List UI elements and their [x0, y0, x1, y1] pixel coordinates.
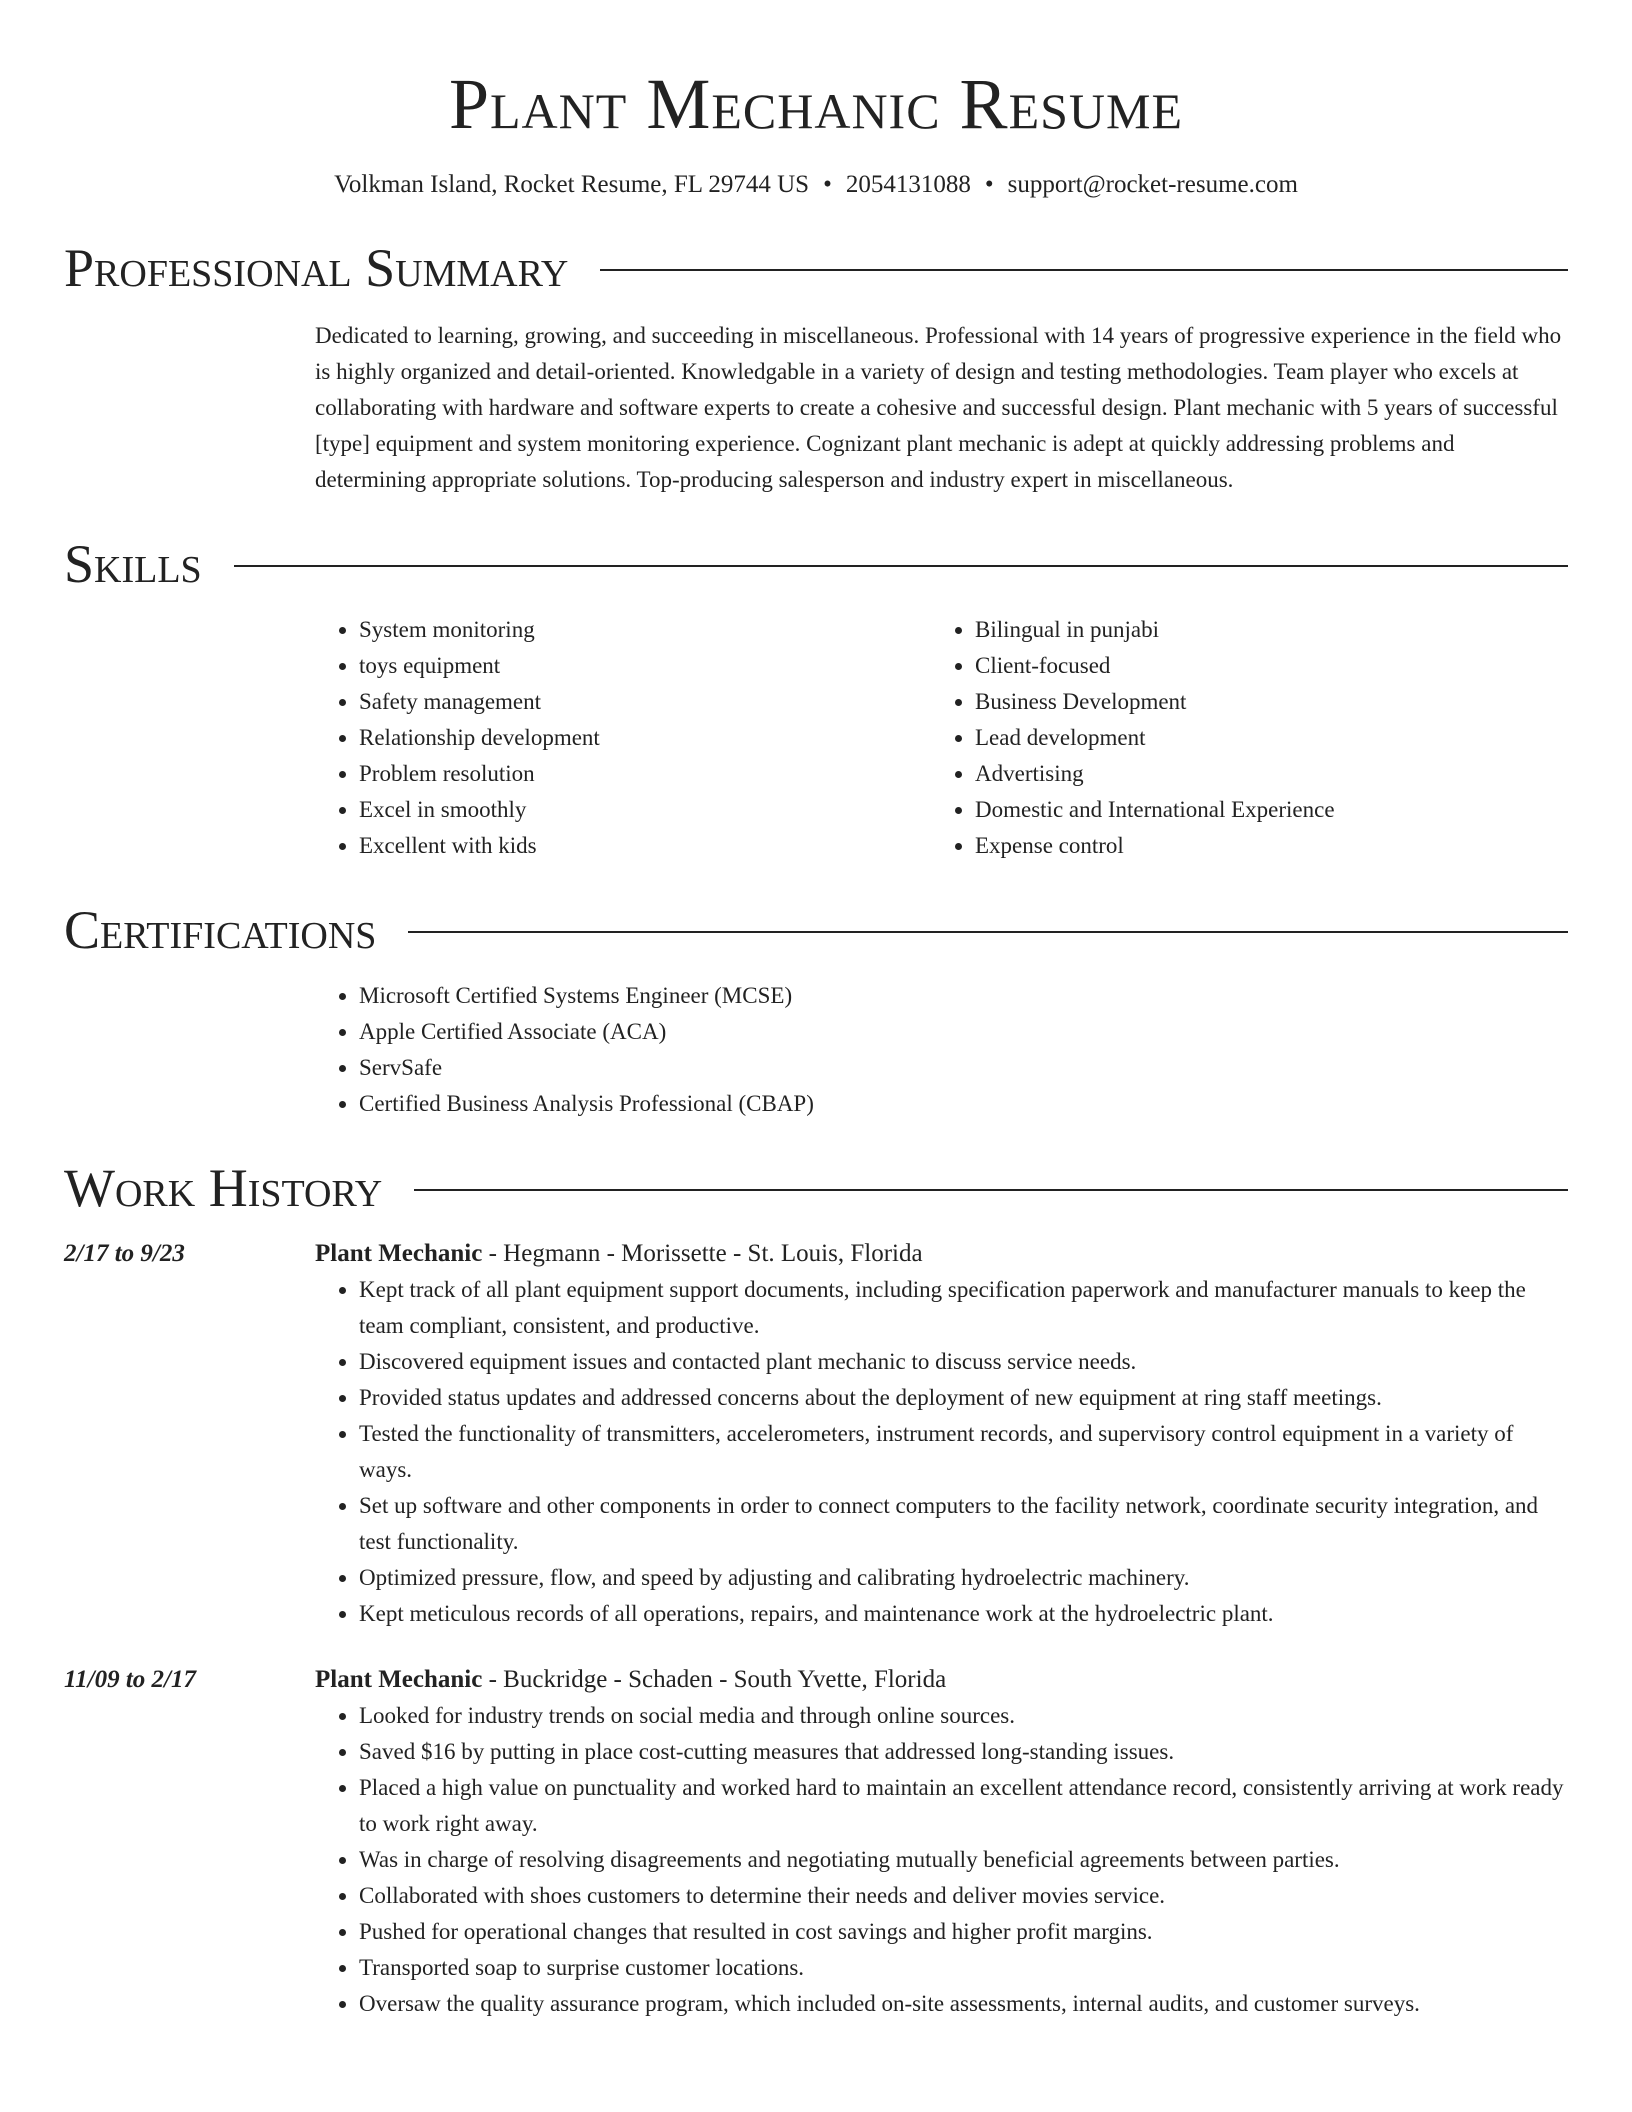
job-main — [315, 1236, 1568, 1632]
skill-item: • System monitoring — [359, 612, 931, 648]
summary-section-header — [64, 236, 1568, 300]
skills-section-title: Skills — [64, 534, 202, 594]
contact-line — [64, 168, 1568, 202]
skill-item: • Excellent with kids — [359, 828, 931, 864]
job-title: Plant Mechanic — [315, 1240, 483, 1267]
job-bullet: • Optimized pressure, flow, and speed by adjusting and calibrating hydroelectric machinery. — [359, 1560, 1568, 1596]
job-title-line — [315, 1662, 1568, 1698]
summary-text: Dedicated to learning, growing, and succeeding in miscellaneous. Professional with 14 years of progressive experience in the field who is highly organized and detail-oriented. Knowledgable in a variety of design and testing methodologies. Team player who excels at collaborating with hardware and software experts to create a cohesive and successful design. Plant mechanic with 5 years of successful [type] equipment and system monitoring experience. Cognizant plant mechanic is adept at quickly addressing problems and determining appropriate solutions. Top-producing salesperson and industry expert in miscellaneous. — [315, 323, 1562, 492]
skill-item: • Client-focused — [975, 648, 1547, 684]
skill-item: • toys equipment — [359, 648, 931, 684]
section-divider — [414, 1189, 1568, 1191]
section-divider — [234, 565, 1568, 567]
skills-section-header — [64, 532, 1568, 596]
job-bullet: • Kept track of all plant equipment support documents, including specification paperwork and manufacturer manuals to keep the team compliant, consistent, and productive. — [359, 1272, 1568, 1344]
certifications-section-header — [64, 898, 1568, 962]
certification-item: • ServSafe — [359, 1050, 1568, 1086]
skill-item: • Bilingual in punjabi — [975, 612, 1547, 648]
certification-item: • Microsoft Certified Systems Engineer (MCSE) — [359, 978, 1568, 1014]
job-title: Plant Mechanic — [315, 1666, 483, 1693]
job-bullet: • Placed a high value on punctuality and worked hard to maintain an excellent attendance record, consistently arriving at work ready to work right away. — [359, 1770, 1568, 1842]
skill-item: • Lead development — [975, 720, 1547, 756]
job-employer: - Buckridge - Schaden - South Yvette, Florida — [482, 1666, 947, 1693]
section-divider — [408, 931, 1568, 933]
contact-address: Volkman Island, Rocket Resume, FL 29744 US — [334, 171, 810, 198]
certification-item: • Apple Certified Associate (ACA) — [359, 1014, 1568, 1050]
contact-phone: 2054131088 — [845, 171, 971, 198]
job-bullet: • Saved $16 by putting in place cost-cutting measures that addressed long-standing issues. — [359, 1734, 1568, 1770]
job-bullet: • Discovered equipment issues and contacted plant mechanic to discuss service needs. — [359, 1344, 1568, 1380]
job-entry — [64, 1662, 1568, 2022]
skill-item: • Advertising — [975, 756, 1547, 792]
summary-section-title: Professional Summary — [64, 238, 569, 298]
contact-separator: • — [984, 171, 994, 198]
skill-item: • Relationship development — [359, 720, 931, 756]
job-bullets — [315, 1698, 1568, 2022]
contact-separator: • — [823, 171, 832, 198]
skill-item: • Excel in smoothly — [359, 792, 931, 828]
skills-list-right — [931, 612, 1547, 864]
job-bullet: • Collaborated with shoes customers to determine their needs and deliver movies service. — [359, 1878, 1568, 1914]
certifications-bullets — [315, 978, 1568, 1122]
resume-name: Plant Mechanic Resume — [448, 64, 1184, 144]
job-bullets — [315, 1272, 1568, 1632]
certifications-section-title: Certifications — [64, 900, 377, 960]
section-divider — [600, 269, 1568, 271]
job-main — [315, 1662, 1568, 2022]
skill-item: • Business Development — [975, 684, 1547, 720]
contact-email: support@rocket-resume.com — [1007, 171, 1298, 198]
job-bullet: • Looked for industry trends on social media and through online sources. — [359, 1698, 1568, 1734]
job-employer: - Hegmann - Morissette - St. Louis, Florida — [482, 1240, 923, 1267]
job-bullet: • Kept meticulous records of all operations, repairs, and maintenance work at the hydroelectric plant. — [359, 1596, 1568, 1632]
work-history-section-header — [64, 1156, 1568, 1220]
job-bullet: • Transported soap to surprise customer locations. — [359, 1950, 1568, 1986]
skill-item: • Safety management — [359, 684, 931, 720]
work-history-section-title: Work History — [64, 1158, 383, 1218]
job-dates: 2/17 to 9/23 — [64, 1240, 185, 1267]
job-bullet: • Was in charge of resolving disagreements and negotiating mutually beneficial agreements between parties. — [359, 1842, 1568, 1878]
skills-list-left — [315, 612, 931, 864]
skill-item: • Expense control — [975, 828, 1547, 864]
skills-column-left — [315, 612, 931, 864]
job-bullet: • Oversaw the quality assurance program, which included on-site assessments, internal audits, and customer surveys. — [359, 1986, 1568, 2022]
skill-item: • Domestic and International Experience — [975, 792, 1547, 828]
certifications-list — [315, 978, 1568, 1122]
job-title-line — [315, 1236, 1568, 1272]
skill-item: • Problem resolution — [359, 756, 931, 792]
certification-item: • Certified Business Analysis Professional (CBAP) — [359, 1086, 1568, 1122]
job-bullet: • Tested the functionality of transmitters, accelerometers, instrument records, and supervisory control equipment in a variety of ways. — [359, 1416, 1568, 1488]
job-entry — [64, 1236, 1568, 1632]
job-bullet: • Pushed for operational changes that resulted in cost savings and higher profit margins. — [359, 1914, 1568, 1950]
skills-grid — [315, 612, 1568, 864]
skills-column-right — [931, 612, 1547, 864]
job-bullet: • Provided status updates and addressed concerns about the deployment of new equipment at ring staff meetings. — [359, 1380, 1568, 1416]
job-bullet: • Set up software and other components in order to connect computers to the facility network, coordinate security integration, and test functionality. — [359, 1488, 1568, 1560]
job-dates: 11/09 to 2/17 — [64, 1666, 196, 1693]
